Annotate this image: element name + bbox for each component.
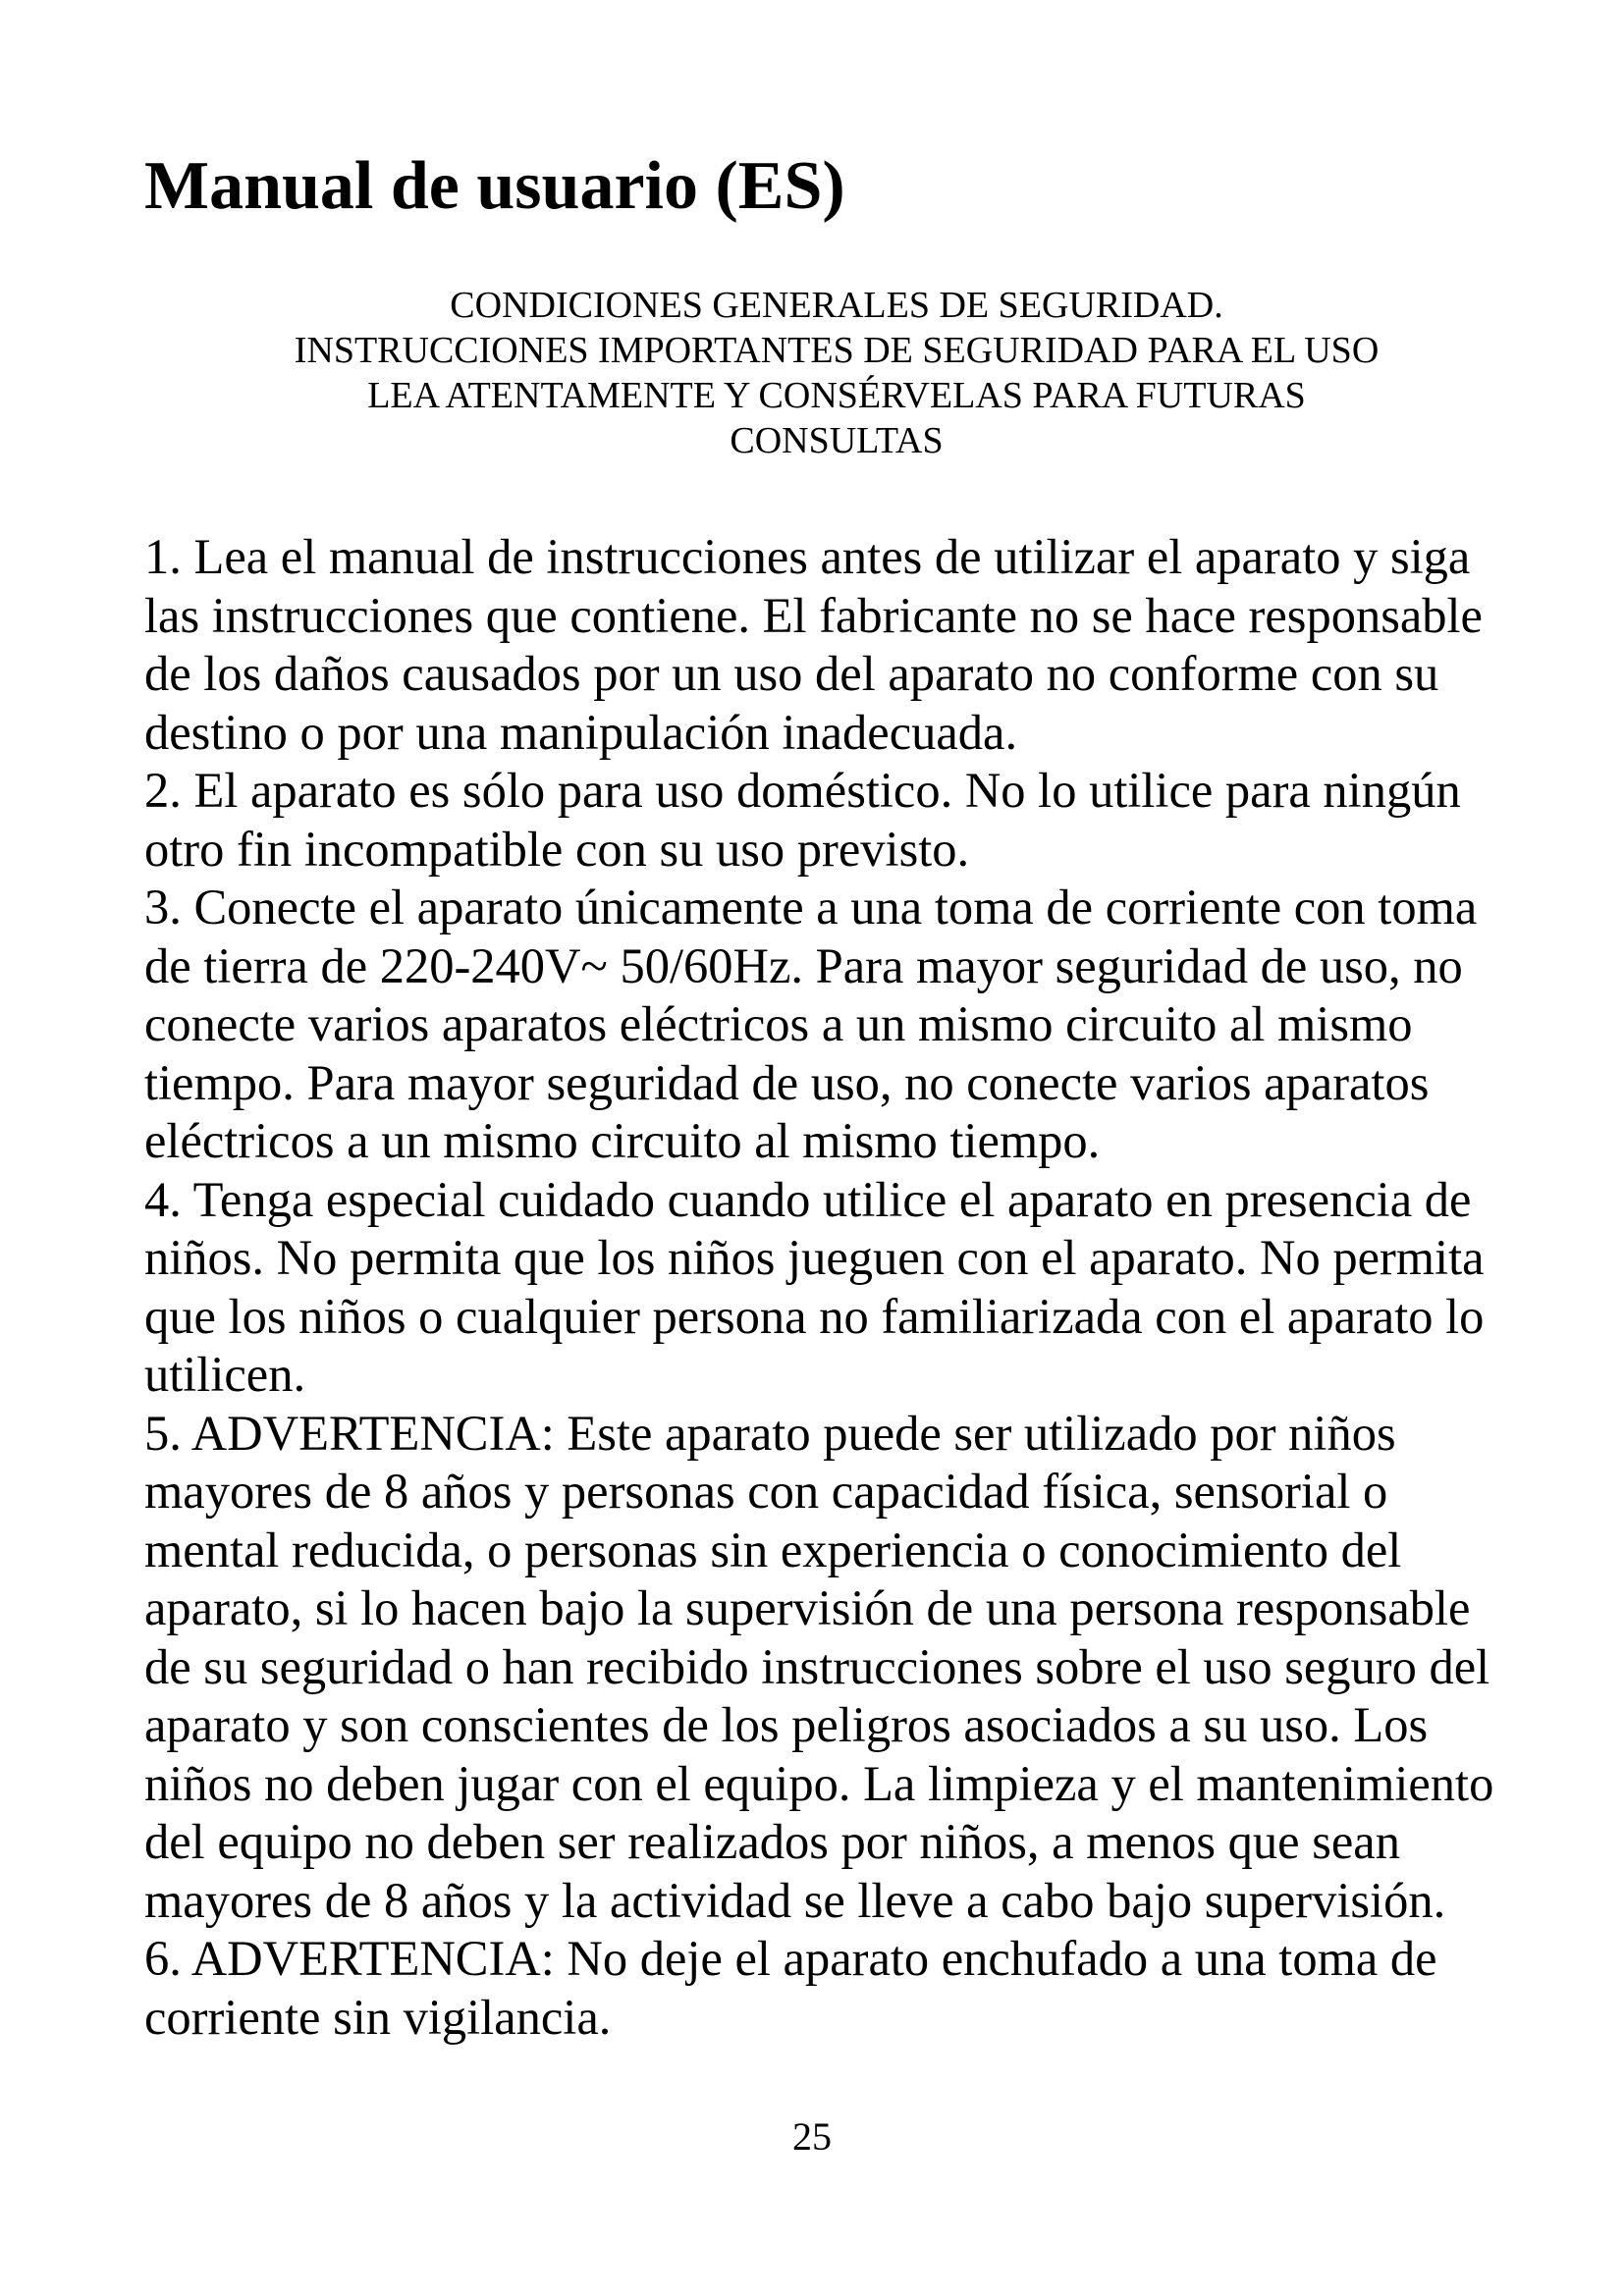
instruction-line: niños. No permita que los niños jueguen con el aparato. No permita <box>144 1230 1485 1285</box>
instruction-line: mayores de 8 años y la actividad se lleve a cabo bajo supervisión. <box>144 1872 1446 1928</box>
instruction-line: utilicen. <box>144 1347 306 1402</box>
safety-header-line: CONDICIONES GENERALES DE SEGURIDAD. <box>450 285 1223 326</box>
instruction-line: de su seguridad o han recibido instrucciones sobre el uso seguro del <box>144 1638 1490 1694</box>
instruction-line: las instrucciones que contiene. El fabricante no se hace responsable <box>144 587 1483 643</box>
instruction-line: tiempo. Para mayor seguridad de uso, no conecte varios aparatos <box>144 1054 1430 1110</box>
instruction-item-5 <box>144 1405 1548 1931</box>
instruction-line: del equipo no deben ser realizados por niños, a menos que sean <box>144 1814 1400 1869</box>
safety-header <box>144 283 1529 463</box>
page-title: Manual de usuario (ES) <box>144 148 845 224</box>
page-number: 25 <box>792 2114 832 2159</box>
instruction-item-3 <box>144 879 1548 1171</box>
instruction-line: 6. ADVERTENCIA: No deje el aparato enchufado a una toma de <box>144 1931 1437 1986</box>
instruction-line: mental reducida, o personas sin experiencia o conocimiento del <box>144 1522 1402 1577</box>
instruction-item-4 <box>144 1171 1548 1405</box>
instruction-line: otro fin incompatible con su uso previsto. <box>144 821 970 877</box>
instruction-item-2 <box>144 762 1548 879</box>
instruction-line: 5. ADVERTENCIA: Este aparato puede ser utilizado por niños <box>144 1405 1396 1461</box>
safety-instructions-list <box>144 528 1548 2047</box>
instruction-line: mayores de 8 años y personas con capacidad física, sensorial o <box>144 1464 1388 1519</box>
instruction-line: 3. Conecte el aparato únicamente a una toma de corriente con toma <box>144 880 1478 934</box>
instruction-line: eléctricos a un mismo circuito al mismo tiempo. <box>144 1113 1101 1168</box>
instruction-line: aparato y son conscientes de los peligros asociados a su uso. Los <box>144 1697 1429 1752</box>
instruction-line: 1. Lea el manual de instrucciones antes de utilizar el aparato y siga <box>144 529 1471 584</box>
instruction-line: que los niños o cualquier persona no familiarizada con el aparato lo <box>144 1288 1485 1344</box>
instruction-item-1 <box>144 528 1548 762</box>
instruction-line: destino o por una manipulación inadecuada. <box>144 704 1018 760</box>
instruction-line: 4. Tenga especial cuidado cuando utilice el aparato en presencia de <box>144 1171 1472 1227</box>
instruction-line: conecte varios aparatos eléctricos a un mismo circuito al mismo <box>144 996 1413 1051</box>
instruction-line: 2. El aparato es sólo para uso doméstico. No lo utilice para ningún <box>144 763 1461 818</box>
instruction-line: aparato, si lo hacen bajo la supervisión de una persona responsable <box>144 1580 1471 1635</box>
instruction-line: de tierra de 220-240V~ 50/60Hz. Para mayor seguridad de uso, no <box>144 937 1463 993</box>
instruction-item-6 <box>144 1930 1548 2047</box>
safety-header-line: LEA ATENTAMENTE Y CONSÉRVELAS PARA FUTURAS <box>367 375 1306 416</box>
instruction-line: niños no deben jugar con el equipo. La limpieza y el mantenimiento <box>144 1755 1494 1811</box>
safety-header-line: INSTRUCCIONES IMPORTANTES DE SEGURIDAD PARA EL USO <box>294 330 1380 371</box>
instruction-line: corriente sin vigilancia. <box>144 1989 612 2045</box>
safety-header-line: CONSULTAS <box>730 420 944 461</box>
instruction-line: de los daños causados por un uso del aparato no conforme con su <box>144 646 1439 701</box>
